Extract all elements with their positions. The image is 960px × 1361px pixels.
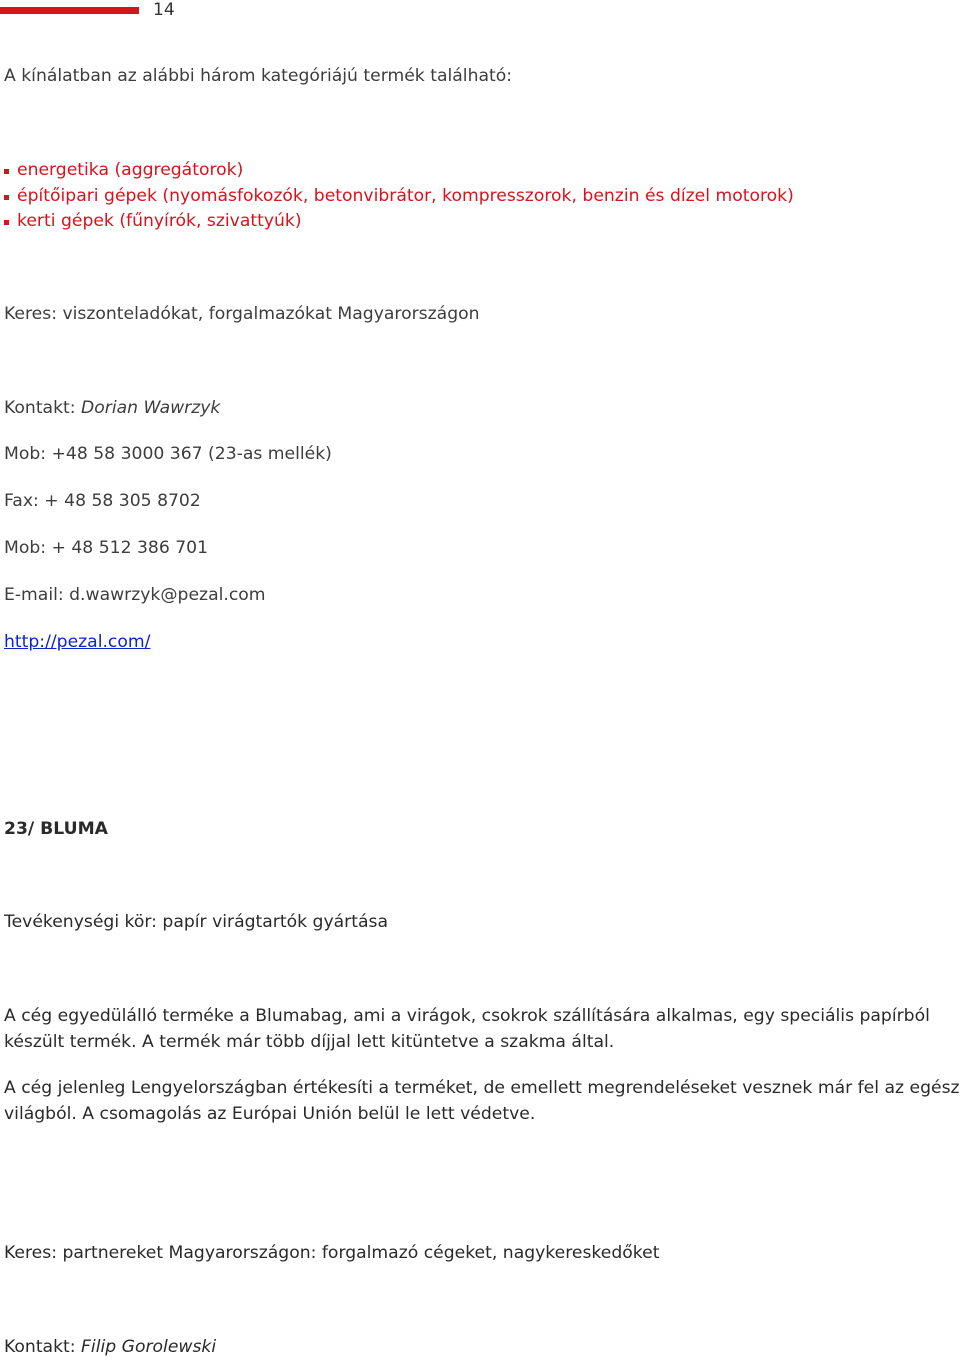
mobile-number-2: Mob: + 48 512 386 701: [4, 538, 209, 558]
page-accent-bar: [0, 7, 139, 14]
description-paragraph-2: [4, 1076, 960, 1127]
description-paragraph-1: [4, 1004, 960, 1055]
search-text-2: Keres: partnereket Magyarországon: forgalmazó cégeket, nagykereskedőket: [4, 1243, 660, 1263]
paragraph-line: A cég egyedülálló terméke a Blumabag, ami a virágok, csokrok szállítására alkalmas, egy speciális papírból: [4, 1006, 930, 1026]
list-item: [4, 184, 794, 210]
paragraph-line: készült termék. A termék már több díjjal lett kitüntetve a szakma által.: [4, 1031, 615, 1052]
square-bullet-icon: [4, 195, 9, 200]
category-list: [4, 158, 794, 235]
category-label: építőipari gépek (nyomásfokozók, betonvibrátor, kompresszorok, benzin és dízel motorok): [17, 185, 794, 206]
contact-line: [4, 396, 220, 421]
contact-label: Kontakt:: [4, 398, 82, 418]
fax-number: Fax: + 48 58 305 8702: [4, 491, 201, 511]
page-number: 14: [153, 0, 175, 20]
contact-name: Dorian Wawrzyk: [81, 398, 221, 418]
list-item: [4, 158, 794, 184]
email-address: E-mail: d.wawrzyk@pezal.com: [4, 585, 266, 605]
section-title: 23/ BLUMA: [4, 819, 108, 839]
website-link[interactable]: http://pezal.com/: [4, 632, 151, 652]
activity-text: Tevékenységi kör: papír virágtartók gyártása: [4, 912, 388, 932]
category-label: kerti gépek (fűnyírók, szivattyúk): [17, 211, 302, 231]
intro-text: A kínálatban az alábbi három kategóriájú termék található:: [4, 66, 513, 86]
category-label: energetika (aggregátorok): [17, 160, 244, 180]
square-bullet-icon: [4, 220, 9, 225]
paragraph-line: világból. A csomagolás az Európai Unión belül le lett védetve.: [4, 1103, 536, 1124]
contact-line-2: [4, 1335, 216, 1360]
square-bullet-icon: [4, 169, 9, 174]
list-item: [4, 209, 794, 235]
contact-name: Filip Gorolewski: [81, 1337, 217, 1357]
search-text: Keres: viszonteladókat, forgalmazókat Magyarországon: [4, 304, 480, 324]
mobile-number-1: Mob: +48 58 3000 367 (23-as mellék): [4, 444, 332, 464]
paragraph-line: A cég jelenleg Lengyelországban értékesíti a terméket, de emellett megrendeléseket vesznek már fel az egész: [4, 1078, 960, 1098]
contact-label: Kontakt:: [4, 1337, 82, 1357]
